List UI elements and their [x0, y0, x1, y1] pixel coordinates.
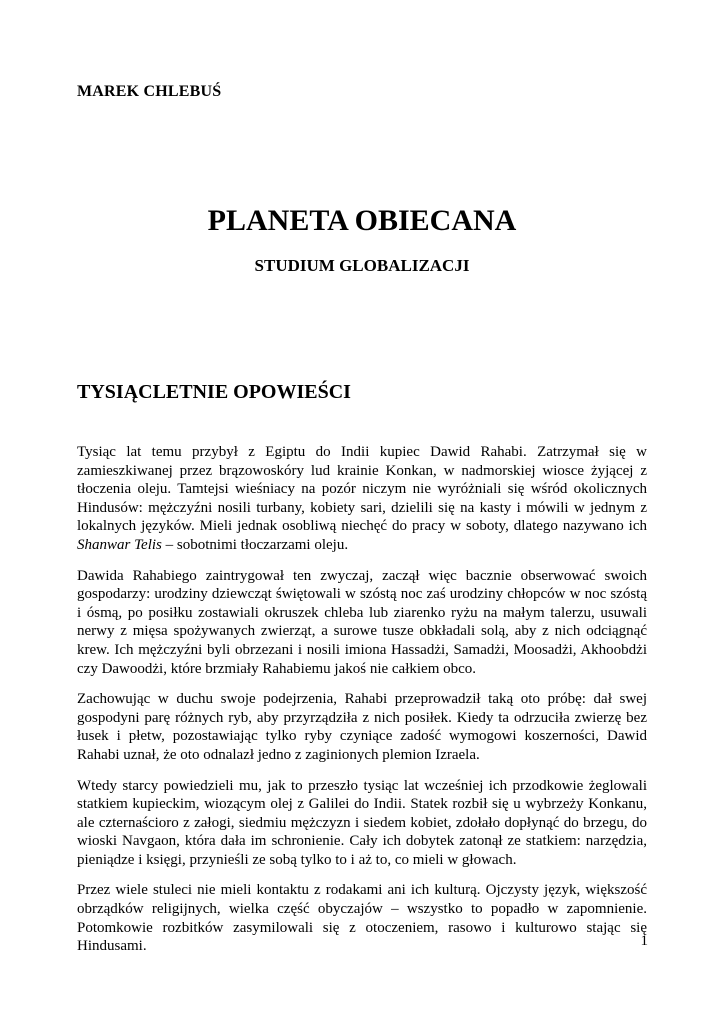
book-subtitle: STUDIUM GLOBALIZACJI	[254, 256, 470, 275]
book-title: PLANETA OBIECANA	[207, 204, 517, 237]
author-name: MAREK CHLEBUŚ	[77, 83, 222, 100]
page-number: 1	[640, 933, 648, 949]
paragraph-2: Dawida Rahabiego zaintrygował ten zwyczaj, zaczął więc bacznie obserwować swoich gospodarzy: urodziny dziewcząt świętowali w szóstą noc zaś urodziny chłopców w noc szóstą i ósmą, po posiłku zostawiali okruszek chleba lub ziarenko ryżu na małym talerzu, usuwali nerwy z mięsa spożywanych zwierząt, a surowe tusze obkładali solą, aby z nich odciągnąć krew. Ich mężczyźni byli obrzezani i nosili imiona Hassadżi, Samadżi, Moosadżi, Akhoobdżi czy Dawoodżi, które brzmiały Rahabiemu jakoś nie całkiem obco.	[77, 567, 647, 677]
paragraph-1	[77, 443, 647, 555]
paragraph-1-text-start: Tysiąc lat temu przybył z Egiptu do Indii kupiec Dawid Rahabi. Zatrzymał się w zamieszkiwanej przez brązowoskóry lud krainie Konkan, w nadmorskiej wiosce żyjącej z tłoczenia oleju. Tamtejsi wieśniacy na pozór niczym nie wyróżniali się wśród okolicznych Hindusów: mężczyźni nosili turbany, kobiety sari, dzielili się na kasty i mówili w jednym z lokalnych języków. Mieli jednak osobliwą niechęć do pracy w soboty, dlatego nazywano ich	[77, 444, 647, 535]
paragraph-5: Przez wiele stuleci nie mieli kontaktu z rodakami ani ich kulturą. Ojczysty język, większość obrządków religijnych, wielka część obyczajów – wszystko to popadło w zapomnienie. Potomkowie rozbitków zasymilowali się z otoczeniem, rasowo i kulturowo stając się Hindusami.	[77, 882, 647, 955]
section-heading: TYSIĄCLETNIE OPOWIEŚCI	[77, 381, 351, 403]
paragraph-1-text-end: – sobotnimi tłoczarzami oleju.	[161, 536, 349, 553]
paragraph-1-italic-term: Shanwar Telis	[77, 536, 162, 553]
paragraph-3: Zachowując w duchu swoje podejrzenia, Rahabi przeprowadził taką oto próbę: dał swej gospodyni parę różnych ryb, aby przyrządziła z nich posiłek. Kiedy ta odrzuciła zwierzę bez łusek i płetw, pozostawiając tylko ryby czyniące zadość wymogowi koszerności, Dawid Rahabi uznał, że oto odnalazł jedno z zaginionych plemion Izraela.	[77, 691, 647, 763]
paragraph-4: Wtedy starcy powiedzieli mu, jak to przeszło tysiąc lat wcześniej ich przodkowie żeglowali statkiem kupieckim, wiozącym olej z Galilei do Indii. Statek rozbił się u wybrzeży Konkanu, ale czternaścioro z załogi, siedmiu mężczyzn i siedem kobiet, zdołało dopłynąć do brzegu, do wioski Navgaon, która dała im schronienie. Cały ich dobytek zatonął ze statkiem: narzędzia, pieniądze i księgi, przynieśli ze sobą tylko to i aż to, co mieli w głowach.	[77, 777, 647, 868]
body-text	[77, 443, 647, 968]
